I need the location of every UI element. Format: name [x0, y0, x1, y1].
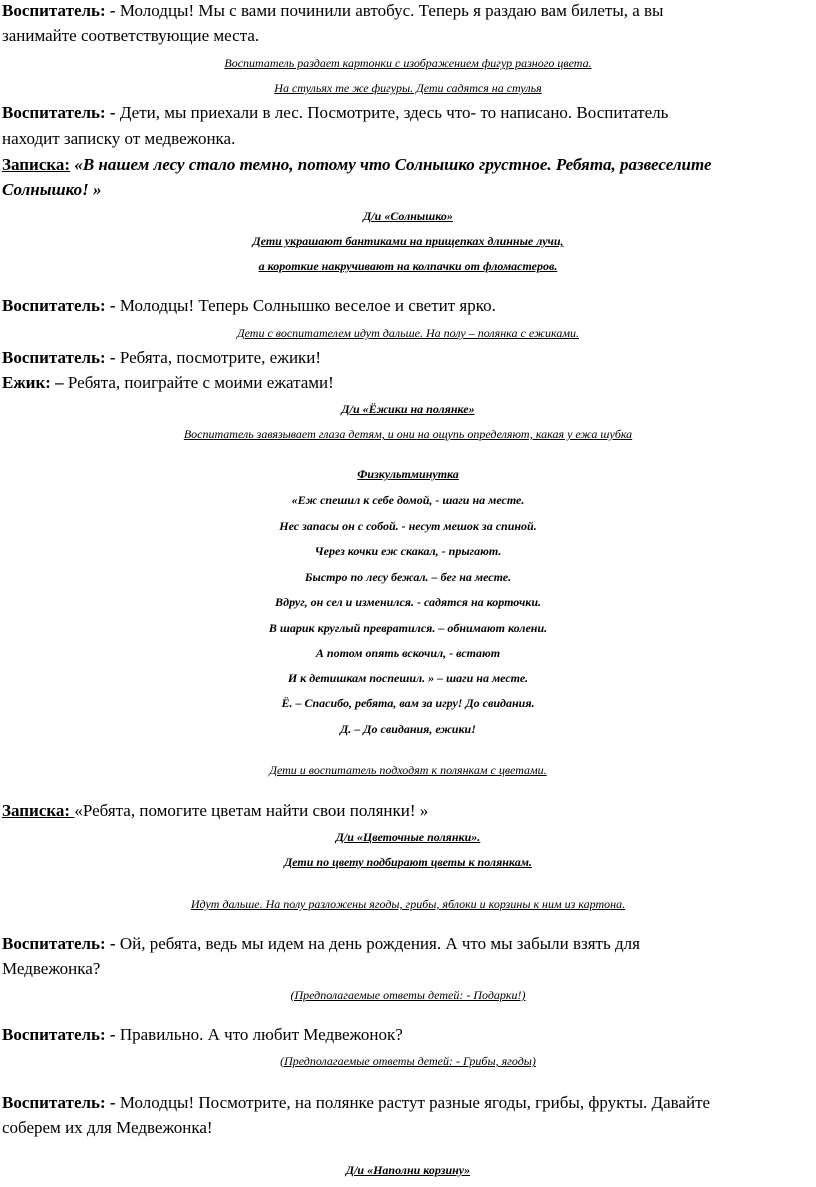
- text-line: соберем их для Медвежонка!: [2, 1118, 213, 1137]
- stage-direction: Воспитатель раздает картонки с изображением фигур разного цвета.: [224, 56, 592, 70]
- dialogue-line: Воспитатель: - Молодцы! Теперь Солнышко веселое и светит ярко.: [2, 296, 496, 315]
- poem-line: Быстро по лесу бежал. – бег на месте.: [304, 570, 512, 584]
- poem-line: Нес запасы он с собой. - несут мешок за спиной.: [279, 519, 537, 533]
- dialogue-line: Ежик: – Ребята, поиграйте с моими ежатами!: [2, 373, 334, 392]
- note-line: Записка: «Ребята, помогите цветам найти свои полянки! »: [2, 801, 429, 820]
- text-line: находит записку от медвежонка.: [2, 129, 236, 148]
- poem-line: А потом опять вскочил, - встают: [315, 646, 501, 660]
- dialogue-line: Воспитатель: - Дети, мы приехали в лес. Посмотрите, здесь что- то написано. Воспитатель: [2, 103, 669, 122]
- game-title: Д/и «Ёжики на полянке»: [341, 402, 475, 416]
- note-line: Записка: «В нашем лесу стало темно, потому что Солнышко грустное. Ребята, развеселите: [2, 155, 712, 174]
- dialogue-line: Воспитатель: - Ой, ребята, ведь мы идем на день рождения. А что мы забыли взять для: [2, 934, 640, 953]
- poem-line: И к детишкам поспешил. » – шаги на месте.: [287, 671, 529, 685]
- dialogue-line: Воспитатель: - Правильно. А что любит Медвежонок?: [2, 1025, 403, 1044]
- game-title: Д/и «Наполни корзину»: [345, 1163, 471, 1177]
- text-line: Медвежонка?: [2, 959, 101, 978]
- expected-answer: (Предполагаемые ответы детей: - Грибы, ягоды): [280, 1054, 536, 1068]
- game-title: Д/и «Цветочные полянки».: [335, 830, 481, 844]
- stage-direction: Воспитатель завязывает глаза детям, и они на ощупь определяют, какая у ежа шубка: [183, 427, 633, 441]
- note-line: Солнышко! »: [2, 180, 102, 199]
- poem-line: Ё. – Спасибо, ребята, вам за игру! До свидания.: [281, 696, 535, 710]
- stage-direction: На стульях те же фигуры. Дети садятся на стулья: [274, 81, 542, 95]
- dialogue-line: Воспитатель: - Ребята, посмотрите, ежики!: [2, 348, 322, 367]
- poem-line: Д. – До свидания, ежики!: [340, 722, 476, 736]
- stage-direction: Дети и воспитатель подходят к полянкам с цветами.: [269, 763, 547, 777]
- text-line: занимайте соответствующие места.: [2, 26, 260, 45]
- game-description: Дети по цвету подбирают цветы к полянкам.: [284, 855, 532, 869]
- poem-line: В шарик круглый превратился. – обнимают колени.: [268, 621, 548, 635]
- poem-line: Через кочки еж скакал, - прыгают.: [314, 544, 502, 558]
- game-description: Дети украшают бантиками на прищепках длинные лучи,: [252, 234, 564, 248]
- game-title: Д/и «Солнышко»: [363, 209, 453, 223]
- stage-direction: Идут дальше. На полу разложены ягоды, грибы, яблоки и корзины к ним из картона.: [190, 897, 626, 911]
- poem-line: «Еж спешил к себе домой, - шаги на месте.: [291, 493, 525, 507]
- stage-direction: Дети с воспитателем идут дальше. На полу – полянка с ежиками.: [237, 326, 579, 340]
- dialogue-line: Воспитатель: - Молодцы! Мы с вами починили автобус. Теперь я раздаю вам билеты, а вы: [2, 1, 664, 20]
- game-description: а короткие накручивают на колпачки от фломастеров.: [258, 259, 558, 273]
- dialogue-line: Воспитатель: - Молодцы! Посмотрите, на полянке растут разные ягоды, грибы, фрукты. Давайте: [2, 1093, 711, 1112]
- section-title: Физкультминутка: [357, 467, 459, 481]
- expected-answer: (Предполагаемые ответы детей: - Подарки!): [290, 988, 526, 1002]
- poem-line: Вдруг, он сел и изменился. - садятся на корточки.: [274, 595, 542, 609]
